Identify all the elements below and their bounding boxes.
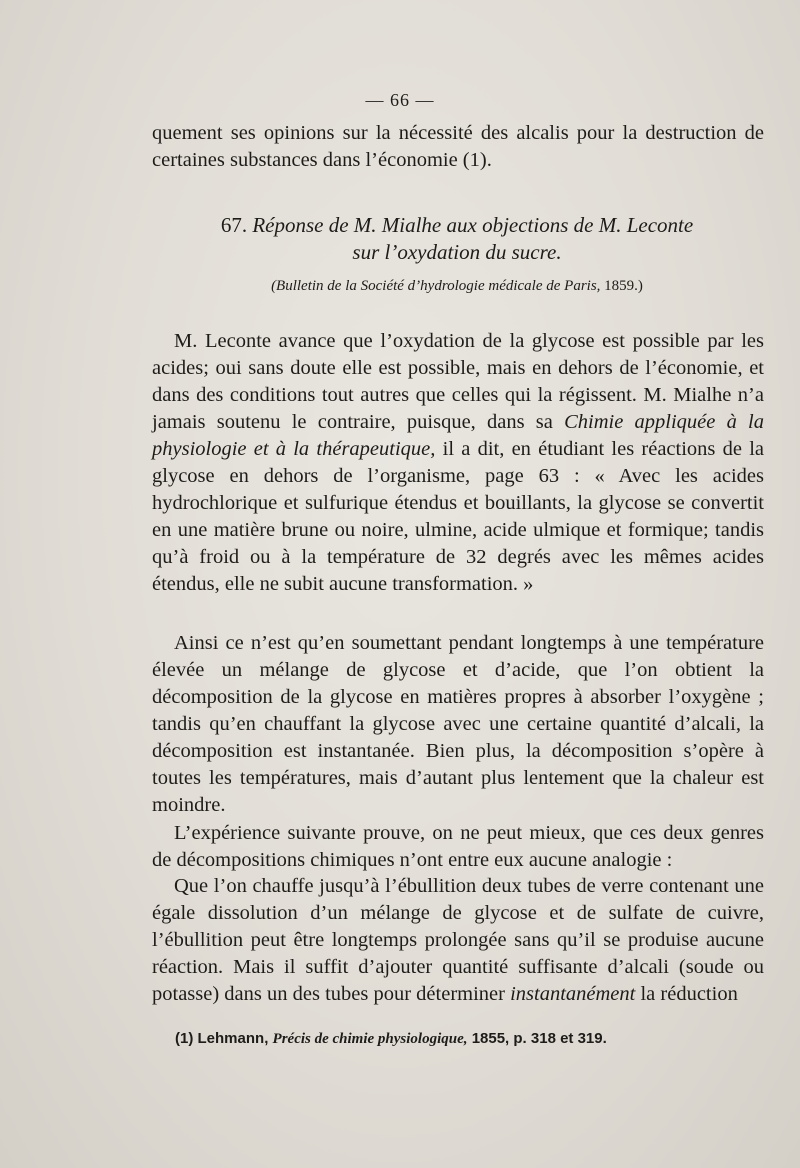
footnote-title: Précis de chimie physiologique, xyxy=(272,1031,468,1047)
section-number: 67. xyxy=(220,213,248,237)
paragraph-continuation: quement ses opinions sur la nécessité des alcalis pour la destruction de certaines substances dans l’économie (1). xyxy=(152,122,764,171)
book-title-reference: Chimie appliquée à la physiologie et à la thérapeutique, xyxy=(152,411,764,460)
source-year: 1859.) xyxy=(604,278,643,294)
footnote-details: 1855, p. 318 et 319. xyxy=(471,1030,607,1047)
paragraph-experience: L’expérience suivante prouve, on ne peut mieux, que ces deux genres de décompositions chimiques n’ont entre eux aucune analogie : xyxy=(152,822,764,871)
footnote-marker: (1) xyxy=(175,1030,194,1047)
emphasis-instantanement: instantanément xyxy=(510,983,636,1005)
paragraph-leconte-part-1: M. Leconte avance que l’oxydation de la glycose est possible par les acides; oui sans doute elle est possible, mais en dehors de l’économie, et dans des conditions tout autres que celles qui la régissent. M. Mialhe n’a jamais soutenu le contraire, puisque, dans sa xyxy=(152,330,764,433)
page-number: — 66 — xyxy=(365,90,435,110)
footnote-author: Lehmann, xyxy=(197,1030,269,1047)
footnote xyxy=(175,1030,735,1048)
paragraph-ebullition xyxy=(152,873,764,1008)
paragraph-leconte xyxy=(152,328,764,598)
paragraph-leconte-part-2: il a dit, en étudiant les réactions de la glycose en dehors de l’organisme, page 63 : « Avec les acides hydrochlorique et sulfurique étendus et bouillants, la glycose se convertit en une matière brune ou noire, ulmine, acide ulmique et formique; tandis qu’à froid ou à la température de 32 degrés avec les mêmes acides étendus, elle ne subit aucune transformation. » xyxy=(152,438,764,595)
source-text: (Bulletin de la Société d’hydrologie médicale de Paris, xyxy=(271,278,601,294)
section-title-line-1: Réponse de M. Mialhe aux objections de M. Leconte xyxy=(252,213,694,237)
section-heading xyxy=(150,212,764,266)
paragraph-decomposition: Ainsi ce n’est qu’en soumettant pendant longtemps à une température élevée un mélange de glycose et d’acide, que l’on obtient la décomposition de la glycose en matières propres à absorber l’oxygène ; tandis qu’en chauffant la glycose avec une certaine quantité d’alcali, la décomposition est instantanée. Bien plus, la décomposition s’opère à toutes les températures, mais d’autant plus lentement que la chaleur est moindre. xyxy=(152,632,764,816)
source-citation xyxy=(150,278,764,295)
section-title-line-2: sur l’oxydation du sucre. xyxy=(352,240,562,264)
paragraph-ebullition-part-1: Que l’on chauffe jusqu’à l’ébullition deux tubes de verre contenant une égale dissolution d’un mélange de glycose et de sulfate de cuivre, l’ébullition peut être longtemps prolongée sans qu’il se produise aucune réaction. Mais il suffit d’ajouter quantité suffisante d’alcali (soude ou potasse) dans un des tubes pour déterminer xyxy=(152,875,764,1005)
paragraph-ebullition-part-2: la réduction xyxy=(635,983,738,1005)
